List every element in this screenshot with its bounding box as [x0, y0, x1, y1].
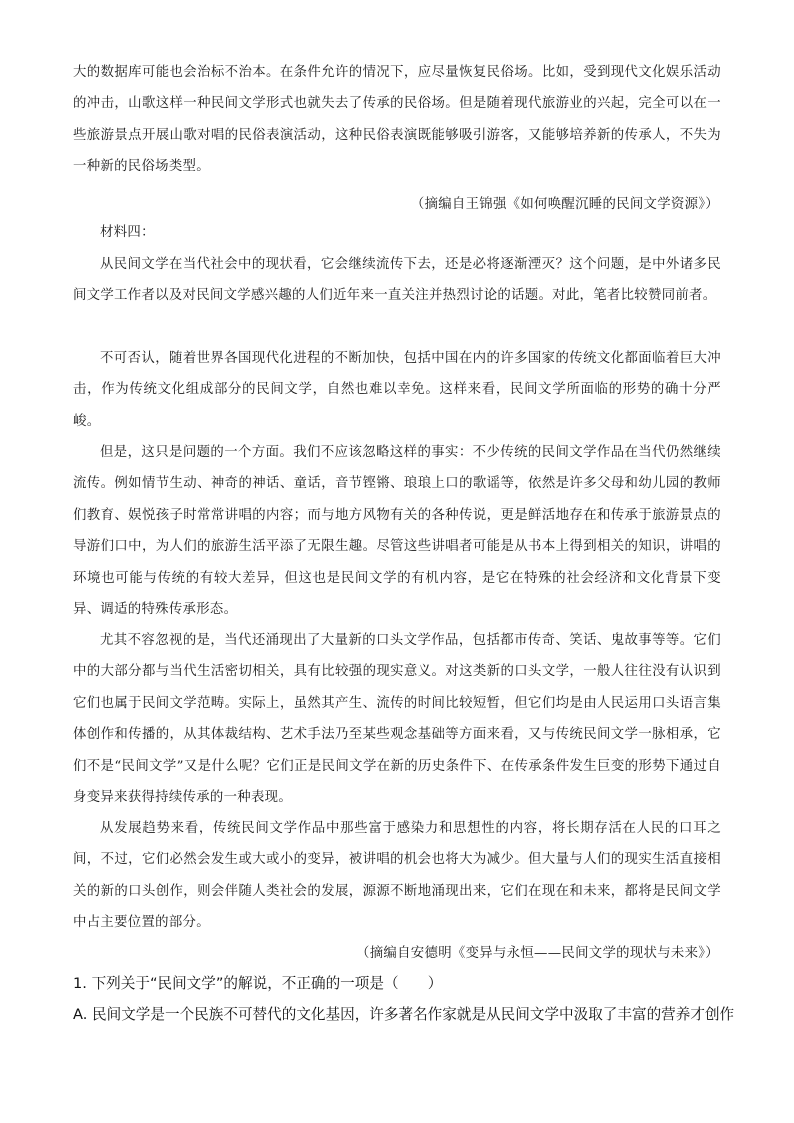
material4-heading: 材料四： [100, 225, 155, 240]
material3-source-citation: （摘编自王锦强《如何唤醒沉睡的民间文学资源》） [410, 197, 719, 212]
material3-continuation-paragraph: 大的数据库可能也会治标不治本。在条件允许的情况下，应尽量恢复民俗场。比如，受到现代文化娱乐活动的冲击，山歌这样一种民间文学形式也就失去了传承的民俗场。但是随着现代旅游业的兴起，完全可以在一些旅游景点开展山歌对唱的民俗表演活动，这种民俗表演既能够吸引游客，又能够培养新的传承人，不失为一种新的民俗场类型。 [73, 65, 721, 175]
material4-paragraph-5: 从发展趋势来看，传统民间文学作品中那些富于感染力和思想性的内容，将长期存活在人民的口耳之间，不过，它们必然会发生或大或小的变异，被讲唱的机会也将大为减少。但大量与人们的现实生活直接相关的新的口头创作，则会伴随人类社会的发展，源源不断地涌现出来，它们在现在和未来，都将是民间文学中占主要位置的部分。 [73, 821, 721, 931]
material4-paragraph-1: 从民间文学在当代社会中的现状看，它会继续流传下去，还是必将逐渐湮灭？这个问题，是中外诸多民间文学工作者以及对民间文学感兴趣的人们近年来一直关注并热烈讨论的话题。对此，笔者比较赞同前者。 [73, 257, 721, 304]
question-1-option-a: A. 民间文学是一个民族不可替代的文化基因，许多著名作家就是从民间文学中汲取了丰富的营养才创作 [73, 1006, 735, 1023]
material4-paragraph-4: 尤其不容忽视的是，当代还涌现出了大量新的口头文学作品，包括都市传奇、笑话、鬼故事等等。它们中的大部分都与当代生活密切相关，具有比较强的现实意义。对这类新的口头文学，一般人往往没有认识到它们也属于民间文学范畴。实际上，虽然其产生、流传的时间比较短暂，但它们均是由人民运用口头语言集体创作和传播的，从其体裁结构、艺术手法乃至某些观念基础等方面来看，又与传统民间文学一脉相承，它们不是“民间文学”又是什么呢？它们正是民间文学在新的历史条件下、在传承条件发生巨变的形势下通过自身变异来获得持续传承的一种表现。 [73, 633, 721, 806]
question-1-stem: 1. 下列关于“民间文学”的解说，不正确的一项是（ ） [73, 975, 443, 992]
material4-paragraph-2: 不可否认，随着世界各国现代化进程的不断加快，包括中国在内的许多国家的传统文化都面临着巨大冲击，作为传统文化组成部分的民间文学，自然也难以幸免。这样来看，民间文学所面临的形势的确十分严峻。 [73, 351, 721, 429]
material4-paragraph-3: 但是，这只是问题的一个方面。我们不应该忽略这样的事实：不少传统的民间文学作品在当代仍然继续流传。例如情节生动、神奇的神话、童话，音节铿锵、琅琅上口的歌谣等，依然是许多父母和幼儿园的教师们教育、娱悦孩子时常常讲唱的内容；而与地方风物有关的各种传说，更是鲜活地存在和传承于旅游景点的导游们口中，为人们的旅游生活平添了无限生趣。尽管这些讲唱者可能是从书本上得到相关的知识，讲唱的环境也可能与传统的有较大差异，但这也是民间文学的有机内容，是它在特殊的社会经济和文化背景下变异、调适的特殊传承形态。 [73, 445, 721, 618]
material4-source-citation: （摘编自安德明《变异与永恒——民间文学的现状与未来》） [356, 946, 719, 961]
